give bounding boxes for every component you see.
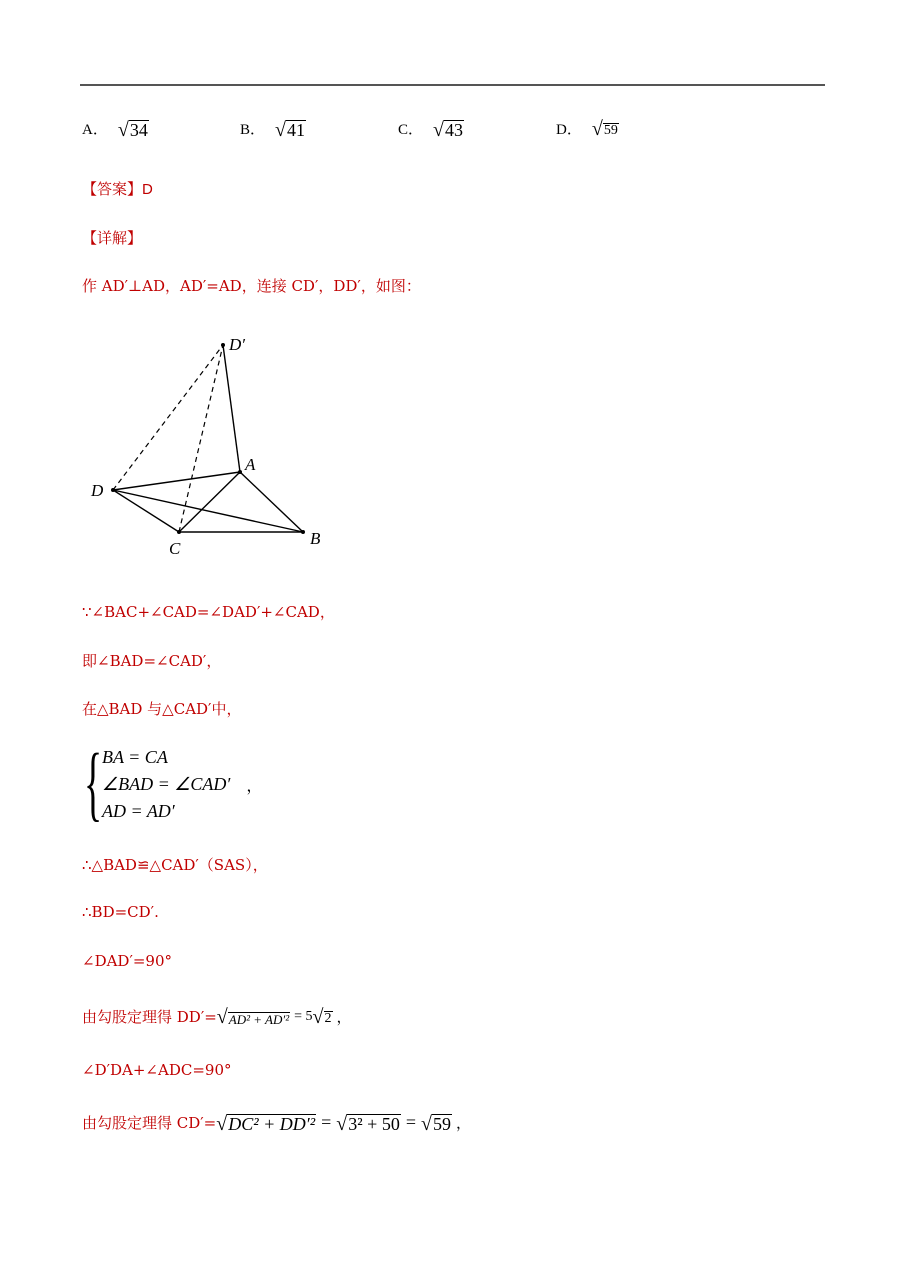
option-label: C． <box>398 122 424 139</box>
option-a <box>82 118 149 140</box>
step-4: ∴△BAD≌△CAD′（SAS）， <box>82 856 268 874</box>
step-6: ∠DAD′=90° <box>82 952 173 970</box>
header-rule <box>80 84 825 86</box>
option-c <box>398 118 464 140</box>
equals-sign: = <box>405 1112 416 1133</box>
segment-ca <box>179 472 240 532</box>
answer-tag: 【答案】 <box>82 180 143 198</box>
step-9-suffix: ， <box>455 1114 471 1133</box>
segment-ad-prime <box>223 345 240 472</box>
sqrt-expression: √ 59 <box>591 117 618 140</box>
label-b: B <box>310 529 321 548</box>
point-b <box>301 530 305 534</box>
answer-line <box>82 178 153 199</box>
sqrt-expression: √ 3² + 50 <box>336 1112 400 1135</box>
system-comma: ， <box>246 777 263 795</box>
label-d: D <box>91 481 104 500</box>
point-c <box>177 530 181 534</box>
step-7-equals: = 5 <box>294 1008 313 1024</box>
sqrt-expression: √ 2 <box>312 1005 332 1028</box>
label-a: A <box>245 455 256 474</box>
option-label: D． <box>556 122 582 138</box>
step-5: ∴BD=CD′. <box>82 903 159 921</box>
system-row-3: AD = AD′ <box>102 800 175 821</box>
label-d-prime: D′ <box>229 335 245 354</box>
step-7-prefix: 由勾股定理得 DD′= <box>82 1008 217 1026</box>
point-d-prime <box>221 343 225 347</box>
point-a <box>238 470 242 474</box>
answer-value: D <box>142 181 153 198</box>
segment-ab <box>240 472 303 532</box>
option-d <box>556 118 619 139</box>
equals-sign: = <box>321 1112 332 1133</box>
step-3: 在△BAD 与△CAD′中， <box>82 700 242 718</box>
step-7 <box>82 1006 352 1027</box>
geometry-figure <box>85 330 345 570</box>
step-9-prefix: 由勾股定理得 CD′= <box>82 1114 217 1133</box>
step-8: ∠D′DA+∠ADC=90° <box>82 1061 232 1079</box>
system-row-1: BA = CA <box>102 746 168 767</box>
option-label: A． <box>82 122 108 139</box>
sqrt-expression: √ DC² + DD′² <box>216 1112 316 1135</box>
sqrt-expression: √ 41 <box>275 118 305 141</box>
equation-system <box>84 737 263 830</box>
sqrt-expression: √ 59 <box>420 1112 451 1135</box>
sqrt-expression: √ 34 <box>117 118 148 141</box>
step-9 <box>82 1112 471 1134</box>
segment-db <box>113 490 303 532</box>
system-row-2: ∠BAD = ∠CAD′ <box>102 773 231 794</box>
segment-dc <box>113 490 179 532</box>
step-2: 即∠BAD=∠CAD′， <box>82 652 222 670</box>
detail-tag: 【详解】 <box>82 229 143 247</box>
label-c: C <box>169 539 181 558</box>
sqrt-expression: √ AD² + AD′² <box>216 1005 290 1028</box>
step-1: ∵∠BAC+∠CAD=∠DAD′+∠CAD， <box>82 603 335 621</box>
point-d <box>111 488 115 492</box>
sqrt-expression: √ 43 <box>433 118 463 141</box>
brace-symbol: { <box>84 737 103 830</box>
option-label: B． <box>240 122 266 139</box>
segment-da <box>113 472 240 490</box>
option-b <box>240 118 306 140</box>
step-7-suffix: ， <box>336 1008 352 1026</box>
construction-text: 作 AD′⊥AD，AD′=AD，连接 CD′，DD′，如图： <box>82 277 421 295</box>
